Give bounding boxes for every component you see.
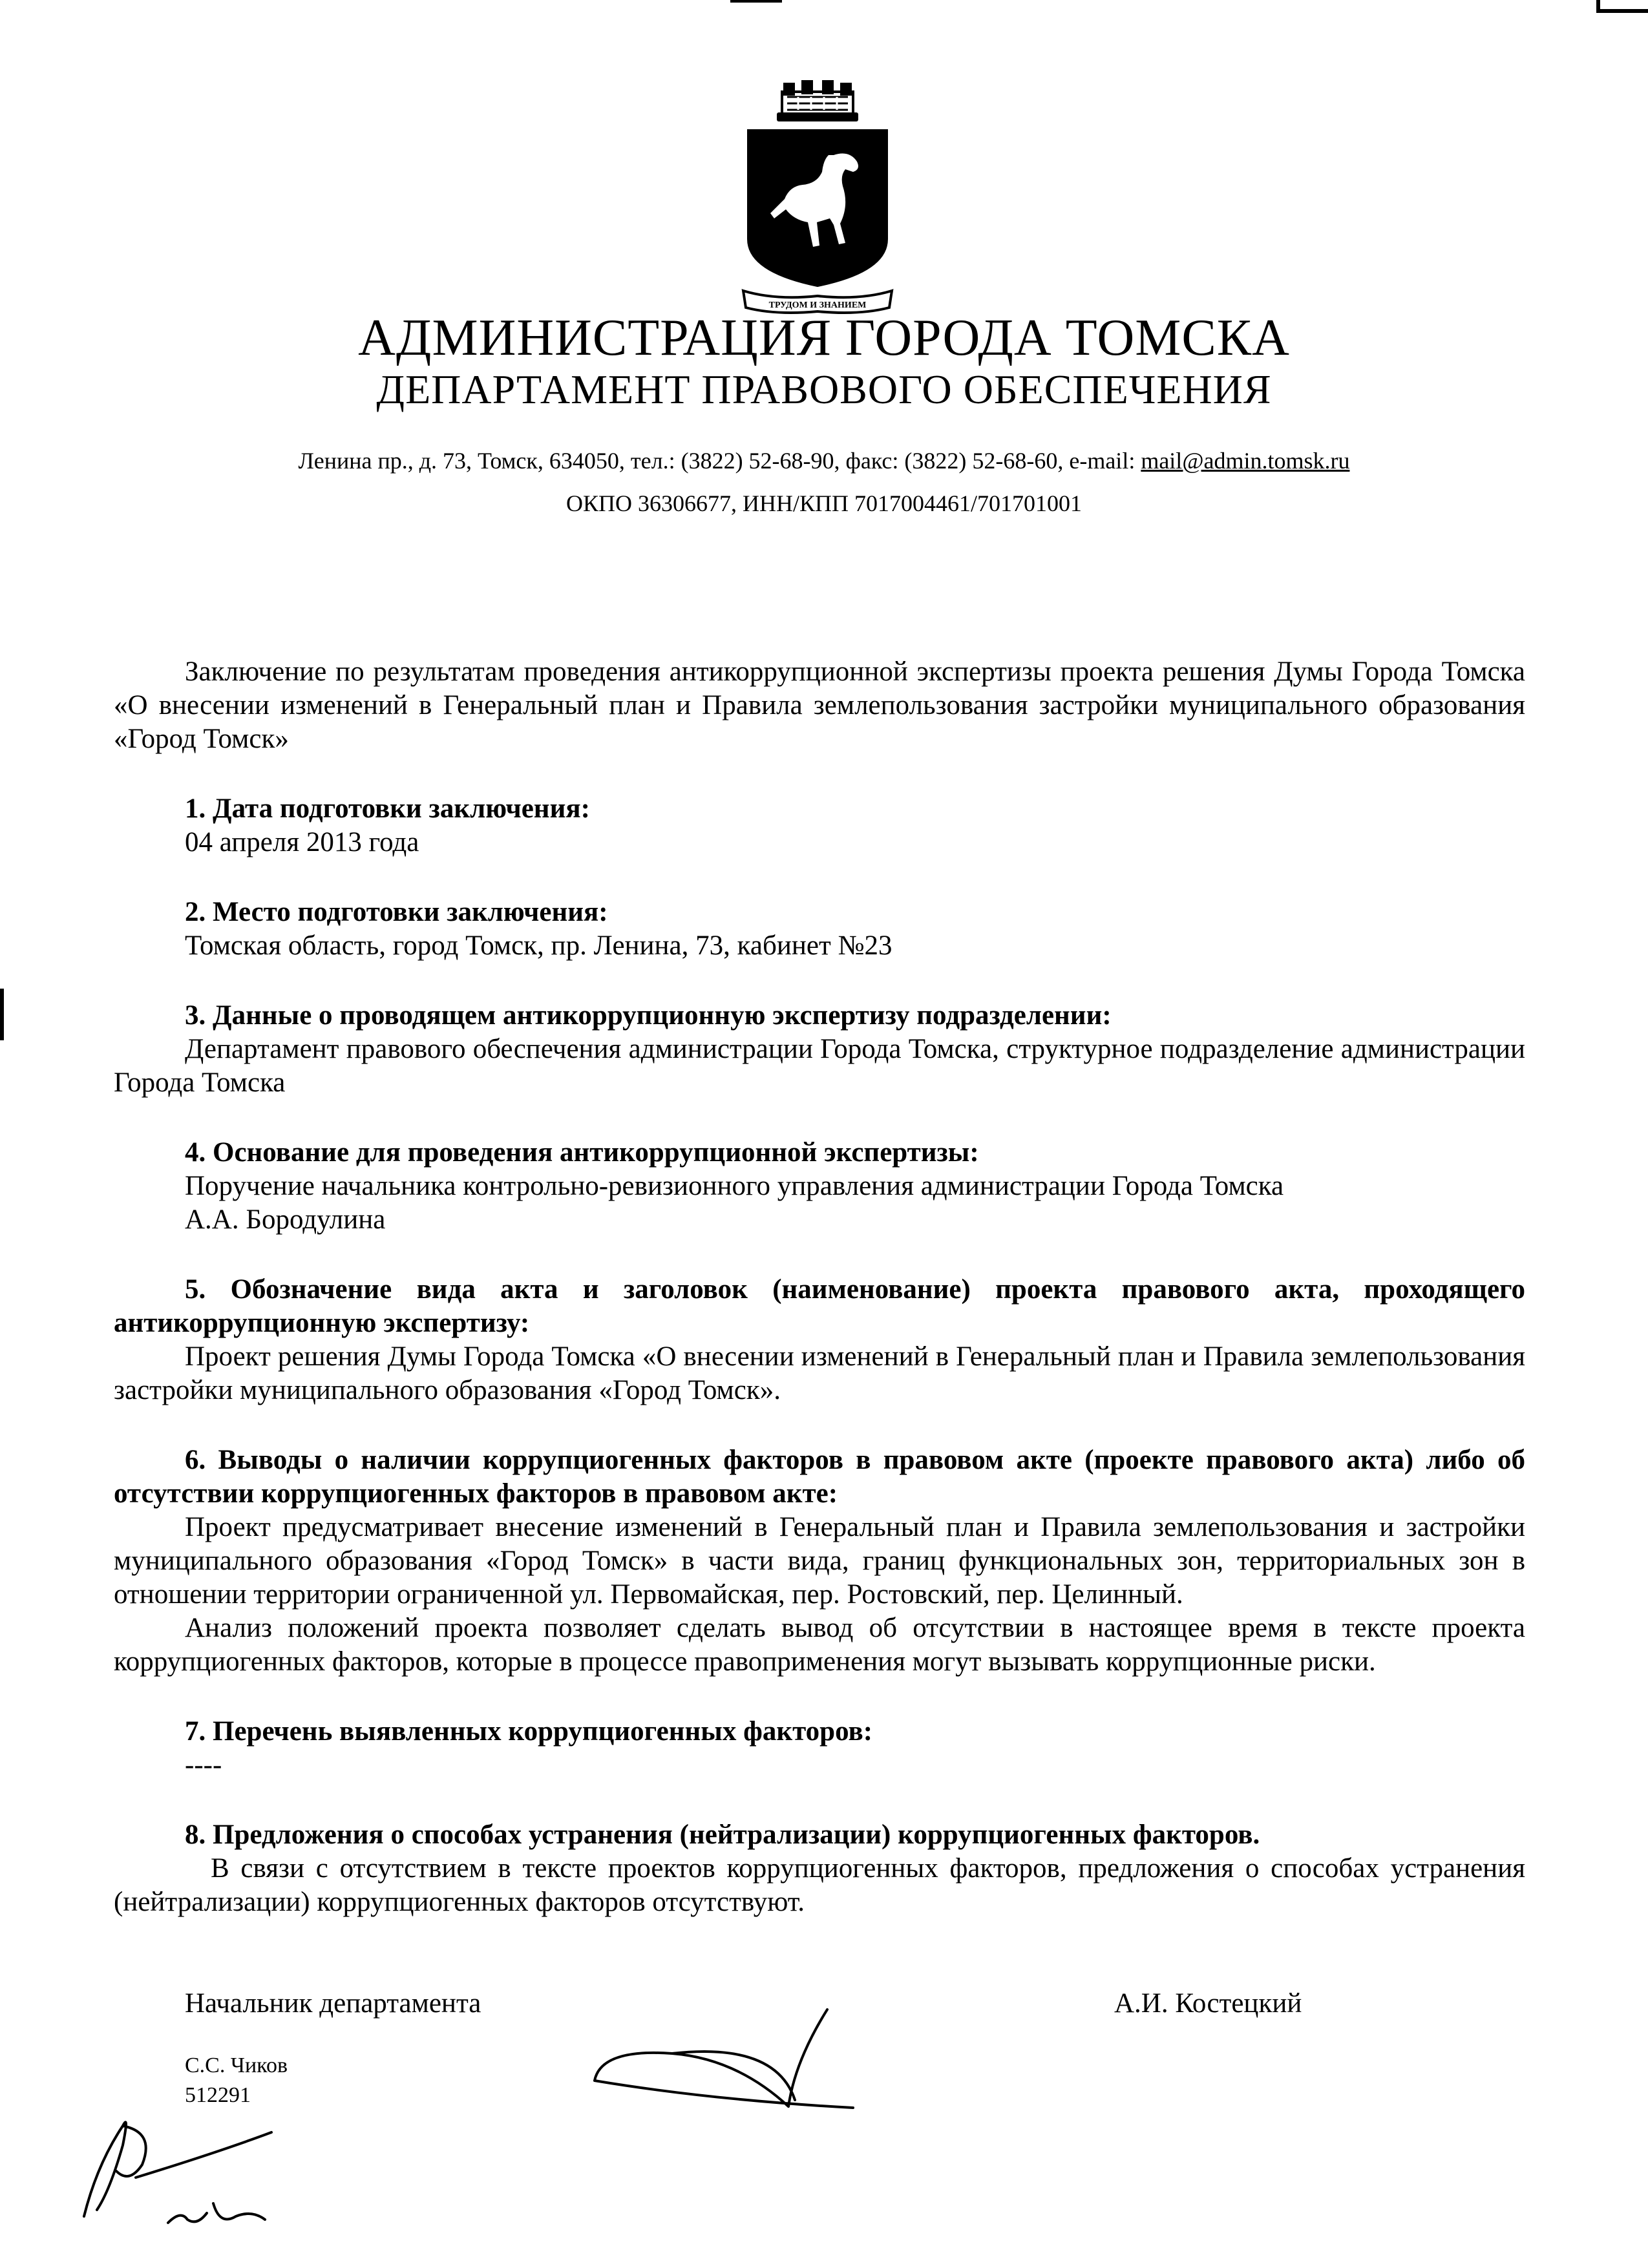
email-link[interactable]: mail@admin.tomsk.ru: [1141, 448, 1350, 474]
document-body: [114, 655, 1525, 1919]
section-4-text: Поручение начальника контрольно-ревизионного управления администрации Города Томска: [185, 1171, 1284, 1201]
address-text: Ленина пр., д. 73, Томск, 634050, тел.: (3822) 52-68-90, факс: (3822) 52-68-60, e-mail:: [298, 448, 1141, 474]
svg-text:ТРУДОМ И ЗНАНИЕМ: ТРУДОМ И ЗНАНИЕМ: [768, 300, 867, 310]
section-4-heading: 4. Основание для проведения антикоррупционной экспертизы:: [185, 1137, 979, 1168]
crown: [777, 80, 858, 121]
signatory-name: А.И. Костецкий: [1114, 1988, 1302, 2019]
section-7-text: ----: [185, 1750, 222, 1780]
section-2-heading: 2. Место подготовки заключения:: [185, 897, 608, 927]
scan-mark-corner: [1596, 0, 1648, 13]
section-5-heading: 5. Обозначение вида акта и заголовок (наименование) проекта правового акта, проходящего антикоррупционную экспертизу:: [114, 1274, 1525, 1338]
address-line: [0, 447, 1648, 474]
section-1-text: 04 апреля 2013 года: [185, 827, 419, 857]
department-title: ДЕПАРТАМЕНТ ПРАВОВОГО ОБЕСПЕЧЕНИЯ: [376, 366, 1272, 412]
section-2-text: Томская область, город Томск, пр. Ленина, 73, кабинет №23: [185, 930, 893, 961]
registry-codes: ОКПО 36306677, ИНН/КПП 7017004461/701701001: [565, 490, 1082, 516]
handwritten-signature-icon: [582, 1971, 866, 2126]
section-3-heading: 3. Данные о проводящем антикоррупционную экспертизу подразделении:: [185, 1000, 1112, 1031]
org-title: АДМИНИСТРАЦИЯ ГОРОДА ТОМСКА: [358, 310, 1290, 366]
section-3-text: Департамент правового обеспечения администрации Города Томска, структурное подразделение администрации Города Томска: [114, 1034, 1525, 1098]
section-6-text-2: Анализ положений проекта позволяет сделать вывод об отсутствии в настоящее время в тексте проекта коррупциогенных факторов, которые в процессе правоприменения могут вызывать коррупционные риски.: [114, 1613, 1525, 1677]
scan-mark-top: [730, 0, 782, 3]
section-1-heading: 1. Дата подготовки заключения:: [185, 793, 590, 824]
intro-paragraph: Заключение по результатам проведения антикоррупционной экспертизы проекта решения Думы Города Томска «О внесении изменений в Генеральный план и Правила землепользования застройки муниципального образования «Город Томск»: [114, 656, 1525, 754]
section-4-text-2: А.А. Бородулина: [185, 1204, 386, 1235]
section-8-text: В связи с отсутствием в тексте проектов коррупциогенных факторов, предложения о способах устранения (нейтрализации) коррупциогенных факторов отсутствуют.: [114, 1853, 1525, 1917]
visa-signature-icon: [58, 2087, 330, 2236]
section-6-heading: 6. Выводы о наличии коррупциогенных факторов в правовом акте (проекте правового акта) либо об отсутствии коррупциогенных факторов в правовом акте:: [114, 1445, 1525, 1509]
signatory-title: Начальник департамента: [185, 1988, 481, 2019]
section-7-heading: 7. Перечень выявленных коррупциогенных факторов:: [185, 1716, 873, 1747]
section-6-text: Проект предусматривает внесение изменений в Генеральный план и Правила землепользования и застройки муниципального образования «Город Томск» в части вида, границ функциональных зон, территориальных зон в отношении территории ограниченной ул. Первомайская, пер. Ростовский, пер. Целинный.: [114, 1512, 1525, 1610]
section-8-heading: 8. Предложения о способах устранения (нейтрализации) коррупциогенных факторов.: [185, 1820, 1260, 1850]
scan-mark-side: [0, 989, 4, 1040]
executor-name: С.С. Чиков: [185, 2053, 288, 2077]
executor-phone: 512291: [185, 2083, 251, 2107]
section-5-text: Проект решения Думы Города Томска «О внесении изменений в Генеральный план и Правила землепользования застройки муниципального образования «Город Томск».: [114, 1341, 1525, 1405]
tomsk-coat-of-arms-icon: [737, 78, 898, 320]
